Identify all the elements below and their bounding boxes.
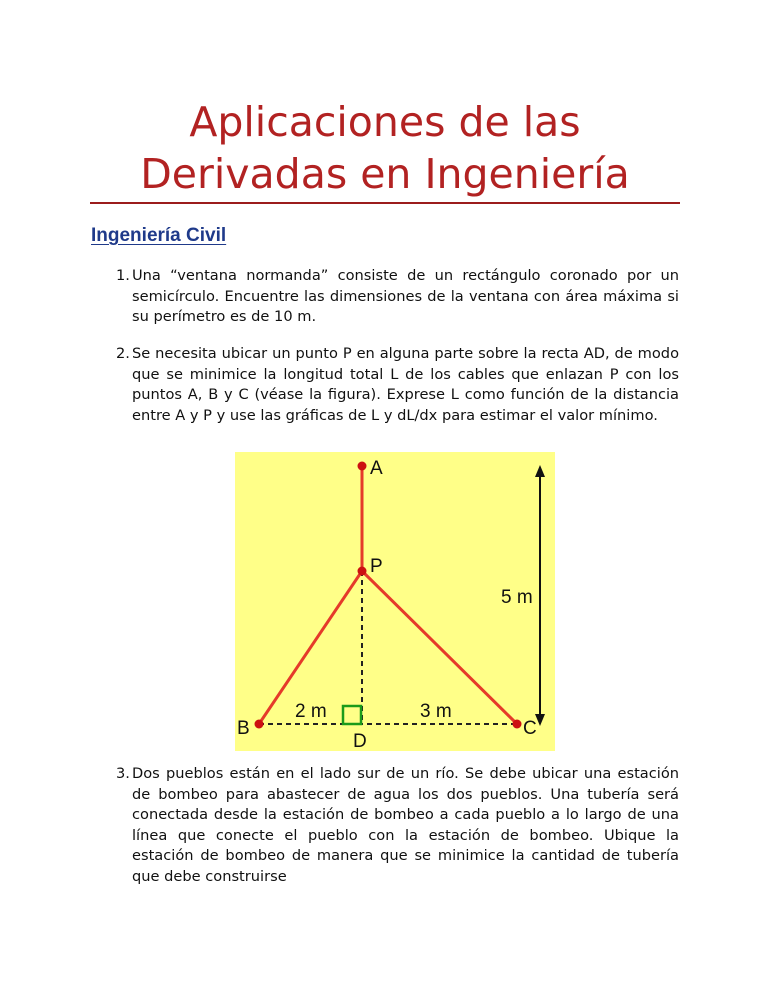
label-a: A bbox=[370, 458, 383, 479]
label-d: D bbox=[353, 731, 367, 751]
problem-2-text: Se necesita ubicar un punto P en alguna parte sobre la recta AD, de modo que se minimice la longitud total L de los cables que enlazan P con los puntos A, B y C (véase la figura). Exprese L como función de la distancia entre A y P y use las gráficas de L y dL/dx para estimar el valor mínimo. bbox=[132, 345, 679, 424]
point-a bbox=[358, 462, 367, 471]
section-heading: Ingeniería Civil bbox=[91, 225, 227, 246]
problem-2-number: 2. bbox=[116, 345, 130, 362]
point-c bbox=[513, 720, 522, 729]
problem-3 bbox=[116, 764, 679, 887]
cable-diagram-figure bbox=[235, 452, 555, 751]
title-line-2: Derivadas en Ingeniería bbox=[140, 150, 630, 198]
title-underline-rule bbox=[90, 202, 680, 204]
label-left-distance: 2 m bbox=[295, 701, 327, 722]
point-b bbox=[255, 720, 264, 729]
page-title bbox=[90, 96, 680, 200]
problem-1-number: 1. bbox=[116, 267, 130, 284]
label-b: B bbox=[237, 718, 250, 739]
problem-1-text: Una “ventana normanda” consiste de un rectángulo coronado por un semicírculo. Encuentre las dimensiones de la ventana con área máxima si su perímetro es de 10 m. bbox=[132, 267, 679, 325]
problem-1 bbox=[116, 266, 679, 328]
label-height: 5 m bbox=[501, 587, 533, 608]
point-p bbox=[358, 567, 367, 576]
title-line-1: Aplicaciones de las bbox=[189, 98, 581, 146]
problem-2 bbox=[116, 344, 679, 426]
label-p: P bbox=[370, 556, 383, 577]
label-c: C bbox=[523, 718, 537, 739]
problem-3-number: 3. bbox=[116, 765, 130, 782]
label-right-distance: 3 m bbox=[420, 701, 452, 722]
problem-3-text: Dos pueblos están en el lado sur de un río. Se debe ubicar una estación de bombeo para abastecer de agua los dos pueblos. Una tubería será conectada desde la estación de bombeo a cada pueblo a lo largo de una línea que conecte el pueblo con la estación de bombeo. Ubique la estación de bombeo de manera que se minimice la cantidad de tubería que debe construirse bbox=[132, 765, 679, 885]
